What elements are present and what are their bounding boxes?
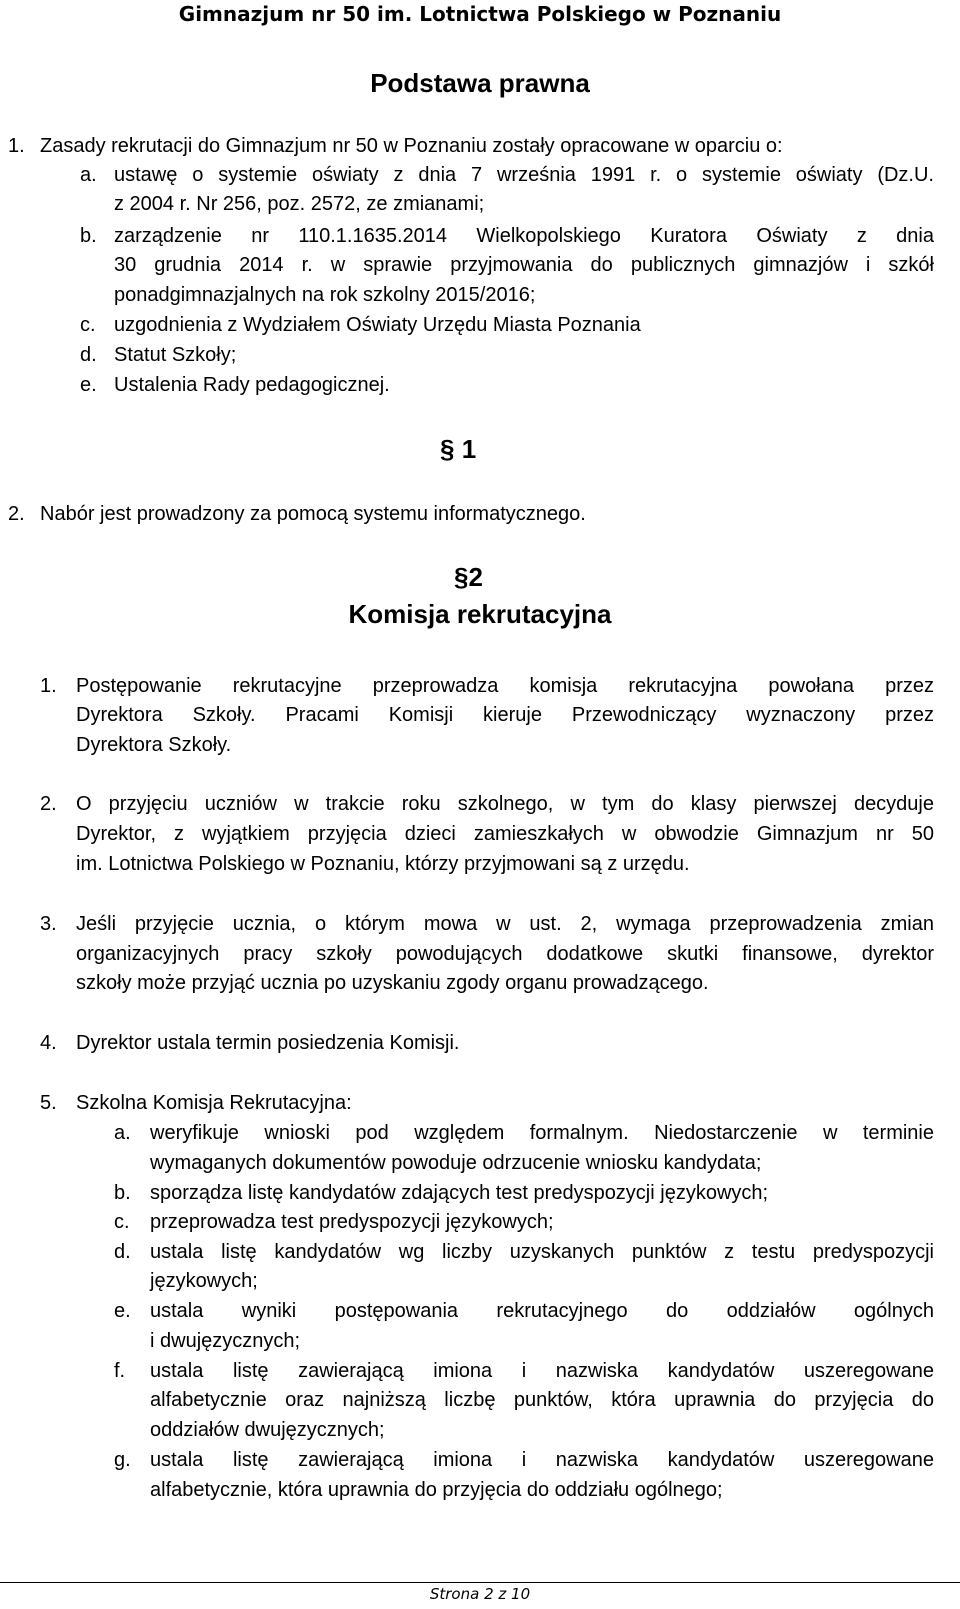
list-item-text: ustala listę kandydatów wg liczby uzyskanych punktów z testu predyspozycji — [150, 1241, 934, 1263]
list-item-text: weryfikuje wnioski pod względem formalnym. Niedostarczenie w terminie — [150, 1122, 934, 1144]
page-footer — [0, 1582, 960, 1605]
list-item-text: ustala wyniki postępowania rekrutacyjnego do oddziałów ogólnych — [150, 1300, 934, 1322]
list-item-text: ustala listę zawierającą imiona i nazwiska kandydatów uszeregowane — [150, 1360, 934, 1382]
list-label: a. — [80, 164, 97, 186]
paragraph-line: im. Lotnictwa Polskiego w Poznaniu, którzy przyjmowani są z urzędu. — [76, 853, 690, 875]
section-title-commission: Komisja rekrutacyjna — [348, 599, 612, 629]
list-item-text: Statut Szkoły; — [114, 344, 237, 366]
list-item-text: przeprowadza test predyspozycji językowych; — [150, 1211, 554, 1233]
section-number: 2 — [468, 562, 483, 592]
list-item-text: alfabetycznie, która uprawnia do przyjęcia do oddziału ogólnego; — [150, 1479, 723, 1501]
paragraph-line: Postępowanie rekrutacyjne przeprowadza komisja rekrutacyjna powołana przez — [76, 675, 934, 697]
list-item-text: językowych; — [150, 1270, 258, 1292]
paragraph-line: Jeśli przyjęcie ucznia, o którym mowa w ust. 2, wymaga przeprowadzenia zmian — [76, 913, 934, 935]
section-sign-2 — [454, 560, 483, 594]
item-number: 4. — [40, 1032, 57, 1054]
paragraph-line: Dyrektora Szkoły. Pracami Komisji kieruje Przewodniczący wyznaczony przez — [76, 704, 934, 726]
list-label: d. — [80, 344, 97, 366]
section-title-legal: Podstawa prawna — [370, 68, 590, 98]
section-sign-icon: § — [454, 562, 469, 592]
list-item-text: i dwujęzycznych; — [150, 1330, 301, 1352]
paragraph-line: Dyrektora Szkoły. — [76, 734, 232, 756]
list-label: a. — [114, 1122, 131, 1144]
list-label: e. — [114, 1300, 131, 1322]
section-sign-icon: § — [440, 434, 455, 464]
list-label: b. — [114, 1182, 131, 1204]
item-number: 2. — [8, 503, 25, 525]
item-number: 1. — [8, 135, 25, 157]
list-item-text: oddziałów dwujęzycznych; — [150, 1419, 385, 1441]
list-item-text: Ustalenia Rady pedagogicznej. — [114, 374, 390, 396]
list-item-text: z 2004 r. Nr 256, poz. 2572, ze zmianami; — [114, 193, 485, 215]
list-label: c. — [114, 1211, 130, 1233]
list-item-text: sporządza listę kandydatów zdających test predyspozycji językowych; — [150, 1182, 769, 1204]
paragraph-line: organizacyjnych pracy szkoły powodujących dodatkowe skutki finansowe, dyrektor — [76, 943, 934, 965]
list-label: e. — [80, 374, 97, 396]
list-label: f. — [114, 1360, 126, 1382]
list-item-text: ustawę o systemie oświaty z dnia 7 września 1991 r. o systemie oświaty (Dz.U. — [114, 164, 934, 186]
section-number: 1 — [461, 434, 477, 464]
item-number: 2. — [40, 793, 57, 815]
list-item-text: zarządzenie nr 110.1.1635.2014 Wielkopolskiego Kuratora Oświaty z dnia — [114, 225, 934, 247]
list-item-text: 30 grudnia 2014 r. w sprawie przyjmowania do publicznych gimnazjów i szkół — [114, 254, 934, 276]
paragraph-line: szkoły może przyjąć ucznia po uzyskaniu zgody organu prowadzącego. — [76, 972, 709, 994]
paragraph-line: Dyrektor, z wyjątkiem przyjęcia dzieci zamieszkałych w obwodzie Gimnazjum nr 50 — [76, 823, 934, 845]
paragraph-line: O przyjęciu uczniów w trakcie roku szkolnego, w tym do klasy pierwszej decyduje — [76, 793, 934, 815]
list-label: g. — [114, 1449, 131, 1471]
section-sign-1 — [440, 432, 476, 466]
item-text: Nabór jest prowadzony za pomocą systemu informatycznego. — [40, 503, 586, 525]
paragraph-line: Szkolna Komisja Rekrutacyjna: — [76, 1092, 352, 1114]
list-item-text: ustala listę zawierającą imiona i nazwiska kandydatów uszeregowane — [150, 1449, 934, 1471]
item-number: 5. — [40, 1092, 57, 1114]
list-item-text: ponadgimnazjalnych na rok szkolny 2015/2016; — [114, 284, 536, 306]
list-label: d. — [114, 1241, 131, 1263]
page-number: Strona 2 z 10 — [429, 1585, 531, 1603]
page-header — [0, 0, 960, 46]
item-number: 3. — [40, 913, 57, 935]
list-label: b. — [80, 225, 97, 247]
paragraph-line: Dyrektor ustala termin posiedzenia Komisji. — [76, 1032, 460, 1054]
item-text: Zasady rekrutacji do Gimnazjum nr 50 w Poznaniu zostały opracowane w oparciu o: — [40, 135, 783, 157]
list-label: c. — [80, 314, 96, 336]
item-number: 1. — [40, 675, 57, 697]
list-item-text: wymaganych dokumentów powoduje odrzucenie wniosku kandydata; — [150, 1152, 762, 1174]
header-title: Gimnazjum nr 50 im. Lotnictwa Polskiego w Poznaniu — [178, 2, 782, 26]
list-item-text: uzgodnienia z Wydziałem Oświaty Urzędu Miasta Poznania — [114, 314, 641, 336]
list-item-text: alfabetycznie oraz najniższą liczbę punktów, która uprawnia do przyjęcia do — [150, 1389, 934, 1411]
